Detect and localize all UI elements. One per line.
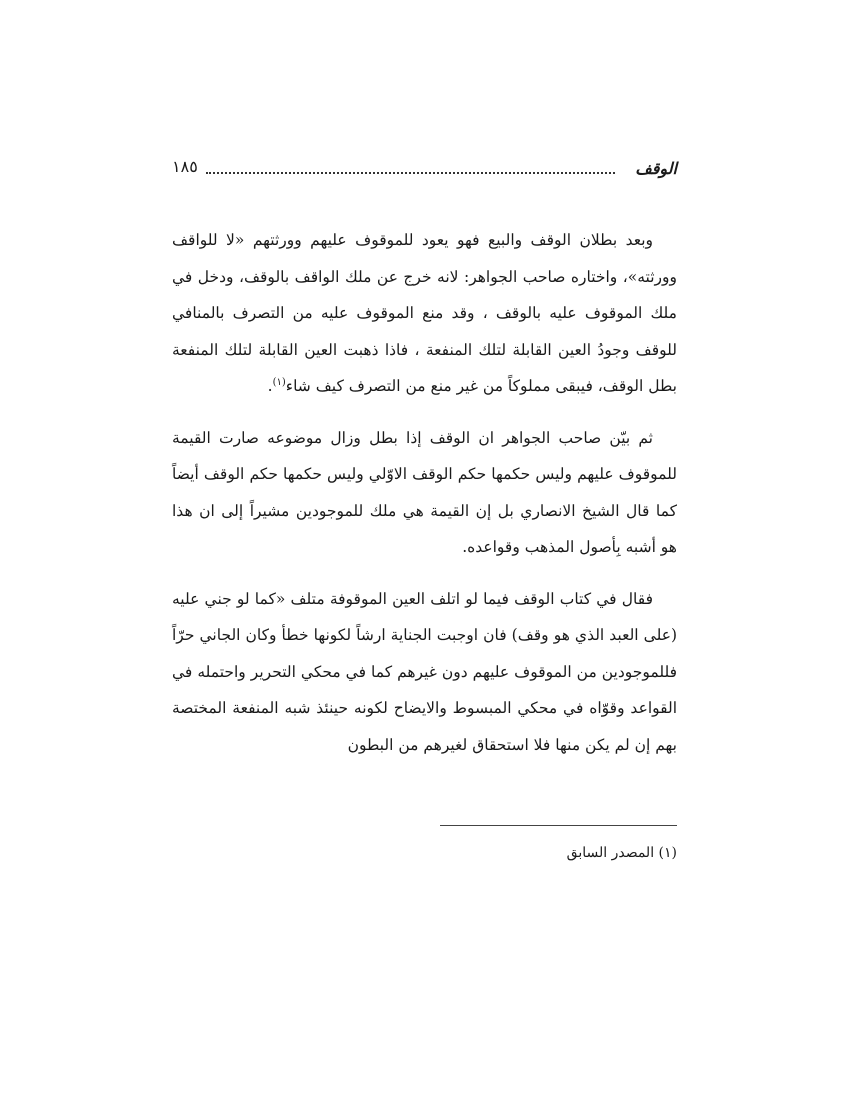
running-title: الوقف	[635, 159, 677, 178]
paragraph-3: فقال في كتاب الوقف فيما لو اتلف العين الموقوفة متلف «كما لو جني عليه (على العبد الذي هو وقف) فان اوجبت الجناية ارشاً لكونها خطأ وكان الجاني حرّاً فللموجودين من الموقوف عليهم دون غيرهم كما في محكي التحرير واحتمله في القواعد وقوّاه في محكي المبسوط والايضاح لكونه حينئذ شبه المنفعة المختصة بهم إن لم يكن منها فلا استحقاق لغيرهم من البطون	[172, 589, 677, 754]
paragraph-1	[172, 222, 677, 405]
paragraph-1-text: وبعد بطلان الوقف والبيع فهو يعود للموقوف عليهم وورثتهم «لا للواقف وورثته»، واختاره صاحب الجواهر: لانه خرج عن ملك الواقف بالوقف، ودخل في ملك الموقوف عليه بالوقف ، وقد منع الموقوف عليه من التصرف بالمنافي للوقف وجودُ العين القابلة لتلك المنفعة ، فاذا ذهبت العين القابلة لتلك المنفعة بطل الوقف، فيبقى مملوكاً من غير منع من التصرف كيف شاء	[172, 231, 677, 395]
running-header	[172, 156, 677, 184]
paragraph-1-end: .	[267, 377, 273, 395]
paragraph-2: ثم بيّن صاحب الجواهر ان الوقف إذا بطل وزال موضوعه صارت القيمة للموقوف عليهم وليس حكمها حكم الوقف الاوّلي وليس حكمها حكم الوقف أيضاً كما قال الشيخ الانصاري بل إن القيمة هي ملك للموجودين مشيراً إلى ان هذا هو أشبه بِأصول المذهب وقواعده.	[172, 428, 677, 556]
body-text	[172, 222, 677, 778]
footnote-divider	[440, 825, 677, 826]
header-dotted-leader	[206, 172, 615, 174]
page-number: ١٨٥	[172, 157, 198, 176]
footnote: (١) المصدر السابق	[566, 845, 677, 861]
footnote-reference: (١)	[272, 376, 286, 388]
